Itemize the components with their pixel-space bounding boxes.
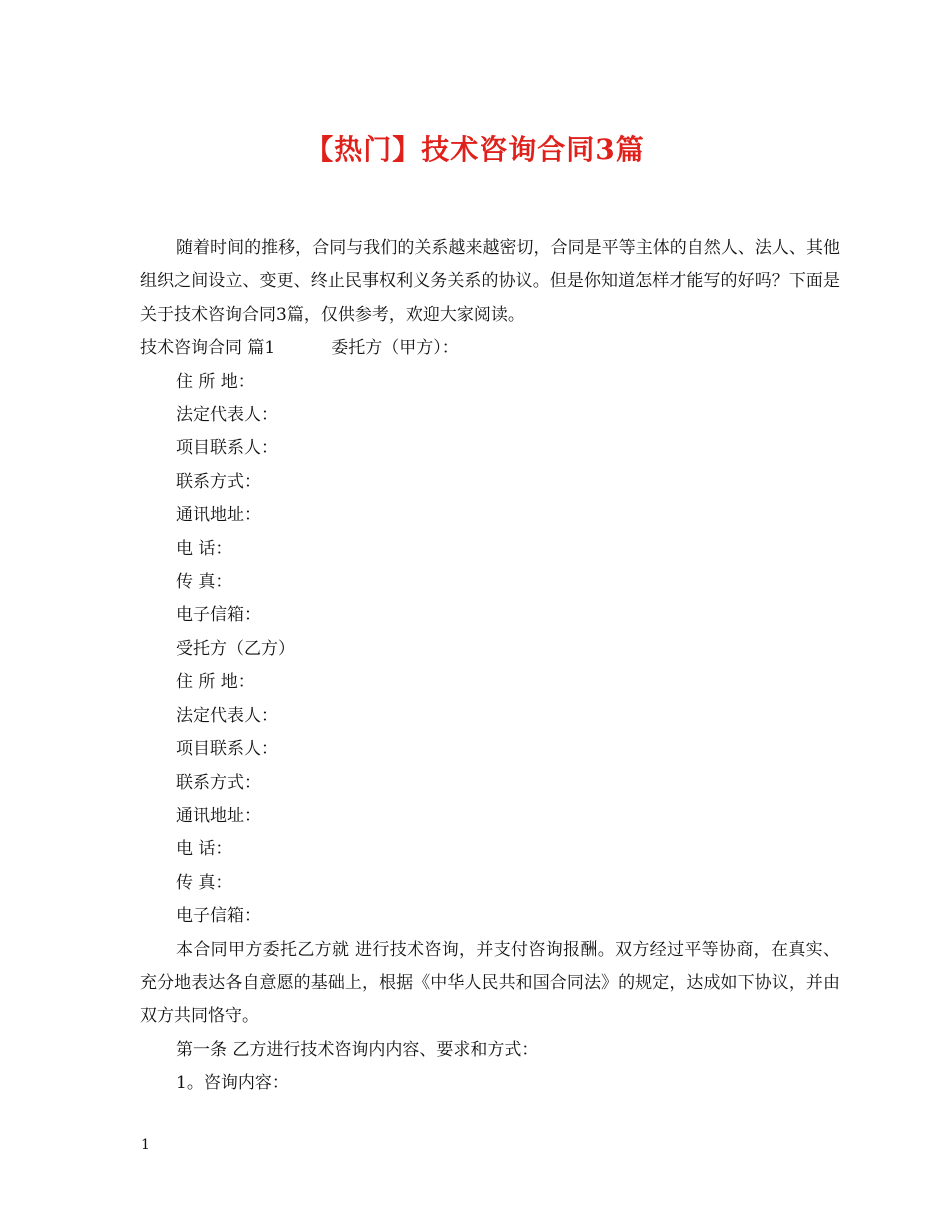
contractor-field-contact-method: 联系方式：: [176, 772, 261, 793]
section-heading: 技术咨询合同 篇1: [140, 338, 276, 359]
page-number: 1: [141, 1137, 150, 1153]
client-heading: 委托方（甲方）：: [331, 338, 459, 359]
agreement-paragraph: 本合同甲方委托乙方就 进行技术咨询，并支付咨询报酬。双方经过平等协商，在真实、充分地表达各自意愿的基础上，根据《中华人民共和国合同法》的规定，达成如下协议，并由双方共同恪守。: [140, 939, 840, 1027]
article-1-heading: 第一条 乙方进行技术咨询内内容、要求和方式：: [176, 1039, 539, 1060]
contractor-field-address: 住 所 地：: [176, 672, 255, 693]
document-body: [140, 232, 840, 1101]
contractor-field-email: 电子信箱：: [176, 906, 261, 927]
contractor-field-fax: 传 真：: [176, 872, 233, 893]
contractor-field-phone: 电 话：: [176, 839, 233, 860]
contractor-field-legal-rep: 法定代表人：: [176, 705, 278, 726]
contractor-heading: 受托方（乙方）: [176, 638, 295, 659]
item-1-consulting-content: 1。咨询内容：: [176, 1073, 289, 1094]
client-field-contact-method: 联系方式：: [176, 471, 261, 492]
contractor-field-mailing-address: 通讯地址：: [176, 805, 261, 826]
client-field-address: 住 所 地：: [176, 371, 255, 392]
intro-paragraph: 随着时间的推移，合同与我们的关系越来越密切，合同是平等主体的自然人、法人、其他组织之间设立、变更、终止民事权利义务关系的协议。但是你知道怎样才能写的好吗？下面是关于技术咨询合同3篇，仅供参考，欢迎大家阅读。: [140, 238, 840, 325]
client-field-phone: 电 话：: [176, 538, 233, 559]
client-field-fax: 传 真：: [176, 572, 233, 593]
section-heading-line: [140, 332, 840, 365]
document-title: 【热门】技术咨询合同3篇: [305, 133, 645, 166]
client-field-email: 电子信箱：: [176, 605, 261, 626]
contractor-field-project-contact: 项目联系人：: [176, 739, 278, 760]
client-field-project-contact: 项目联系人：: [176, 438, 278, 459]
client-field-legal-rep: 法定代表人：: [176, 405, 278, 426]
client-field-mailing-address: 通讯地址：: [176, 505, 261, 526]
